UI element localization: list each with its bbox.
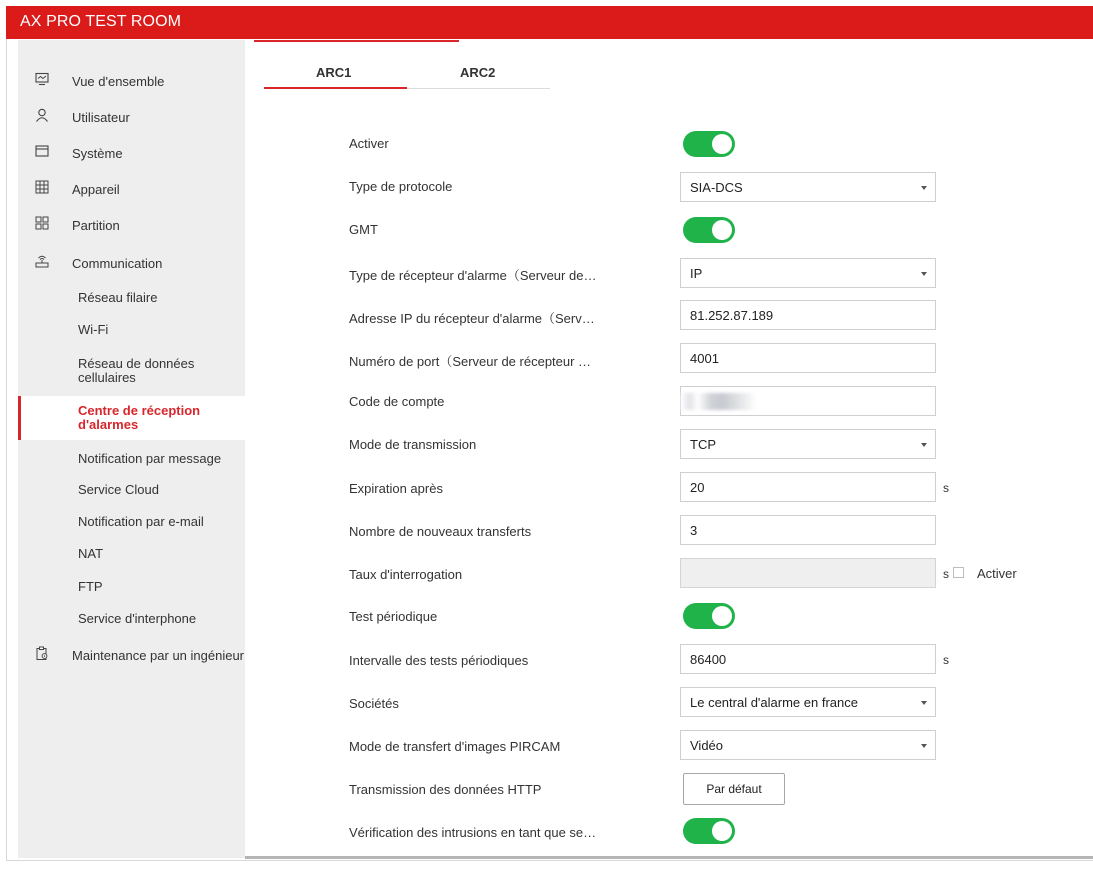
receiver-type-label: Type de récepteur d'alarme（Serveur de…: [349, 268, 597, 283]
sidebar-item-system[interactable]: [18, 141, 245, 165]
toggle-knob: [712, 134, 732, 154]
periodic-test-toggle[interactable]: [683, 603, 735, 629]
toggle-knob: [712, 821, 732, 841]
input-value: 4001: [690, 351, 719, 366]
window-icon: [33, 144, 51, 162]
polling-enable-label: Activer: [977, 566, 1017, 581]
gmt-label: GMT: [349, 222, 378, 237]
periodic-test-label: Test périodique: [349, 609, 438, 624]
sidebar-subitem-label: Service d'interphone: [78, 611, 197, 626]
frame-border-left: [6, 39, 7, 861]
port-label: Numéro de port（Serveur de récepteur …: [349, 354, 592, 369]
sidebar-item-label: Utilisateur: [72, 110, 130, 125]
sidebar-item-partition[interactable]: [18, 213, 245, 237]
select-value: TCP: [690, 437, 716, 452]
timeout-unit: s: [943, 481, 949, 495]
header-accent-line: [254, 40, 459, 42]
sidebar-subitem-alarm-receiving-center[interactable]: [18, 396, 245, 440]
transmission-mode-label: Mode de transmission: [349, 437, 477, 452]
polling-rate-label: Taux d'interrogation: [349, 567, 463, 582]
sidebar-subitem-ftp[interactable]: [18, 580, 245, 596]
app-header: [6, 6, 1093, 39]
sidebar-subitem-label: Service Cloud: [78, 482, 159, 497]
partition-icon: [33, 216, 51, 234]
default-button[interactable]: Par défaut: [683, 773, 785, 805]
sidebar-subitem-cellular[interactable]: [18, 357, 245, 387]
account-code-label: Code de compte: [349, 394, 445, 409]
pircam-mode-select[interactable]: [680, 730, 936, 760]
tab-arc1[interactable]: ARC1: [316, 65, 352, 80]
receiver-type-select[interactable]: [680, 258, 936, 288]
timeout-input[interactable]: [680, 472, 936, 502]
retry-count-input[interactable]: [680, 515, 936, 545]
sidebar-subitem-label: Notification par e-mail: [78, 514, 204, 529]
sidebar-subitem-label: Centre de réception d'alarmes: [78, 403, 201, 432]
periodic-interval-label: Intervalle des tests périodiques: [349, 653, 529, 668]
enable-toggle[interactable]: [683, 131, 735, 157]
toggle-knob: [712, 220, 732, 240]
pircam-mode-label: Mode de transfert d'images PIRCAM: [349, 739, 561, 754]
sidebar-subitem-label: NAT: [78, 546, 104, 561]
sidebar-subitem-label: FTP: [78, 579, 103, 594]
companies-label: Sociétés: [349, 696, 399, 711]
intrusion-verification-toggle[interactable]: [683, 818, 735, 844]
router-icon: [33, 254, 51, 272]
chevron-down-icon: [921, 186, 927, 190]
sidebar-subitem-label: Réseau de données cellulaires: [78, 356, 195, 385]
receiver-ip-input[interactable]: [680, 300, 936, 330]
select-value: Vidéo: [690, 738, 724, 753]
port-input[interactable]: [680, 343, 936, 373]
periodic-interval-unit: s: [943, 653, 949, 667]
sidebar-item-communication[interactable]: [18, 251, 245, 275]
protocol-type-label: Type de protocole: [349, 179, 453, 194]
select-value: SIA-DCS: [690, 180, 743, 195]
polling-enable-checkbox[interactable]: [953, 567, 964, 578]
http-transmission-label: Transmission des données HTTP: [349, 782, 542, 797]
input-value: 81.252.87.189: [690, 308, 774, 323]
receiver-ip-label: Adresse IP du récepteur d'alarme（Serv…: [349, 311, 595, 326]
sidebar-item-label: Vue d'ensemble: [72, 74, 165, 89]
frame-border-bottom: [6, 860, 1093, 861]
chevron-down-icon: [921, 272, 927, 276]
sidebar-item-overview[interactable]: [18, 69, 245, 93]
sidebar-item-maintenance[interactable]: [18, 643, 245, 667]
sidebar-subitem-wired-network[interactable]: [18, 291, 245, 307]
sidebar-item-label: Appareil: [72, 182, 120, 197]
tab-active-indicator: [264, 87, 407, 89]
app-title: AX PRO TEST ROOM: [20, 13, 182, 30]
polling-rate-input: [680, 558, 936, 588]
sidebar-subitem-label: Notification par message: [78, 451, 222, 466]
device-grid-icon: [33, 180, 51, 198]
sidebar-subitem-email-notification[interactable]: [18, 515, 245, 531]
transmission-mode-select[interactable]: [680, 429, 936, 459]
monitor-icon: [33, 72, 51, 90]
sidebar: [18, 40, 245, 858]
gmt-toggle[interactable]: [683, 217, 735, 243]
protocol-type-select[interactable]: [680, 172, 936, 202]
account-code-input[interactable]: [680, 386, 936, 416]
chevron-down-icon: [921, 701, 927, 705]
chevron-down-icon: [921, 443, 927, 447]
periodic-interval-input[interactable]: [680, 644, 936, 674]
redacted-value: [681, 393, 756, 410]
sidebar-item-label: Communication: [72, 256, 163, 271]
sidebar-item-label: Maintenance par un ingénieur: [72, 648, 245, 663]
toggle-knob: [712, 606, 732, 626]
companies-select[interactable]: [680, 687, 936, 717]
sidebar-subitem-label: Réseau filaire: [78, 290, 158, 305]
select-value: IP: [690, 266, 703, 281]
sidebar-subitem-nat[interactable]: [18, 547, 245, 563]
sidebar-subitem-wifi[interactable]: [18, 323, 245, 339]
input-value: 20: [690, 480, 705, 495]
chevron-down-icon: [921, 744, 927, 748]
intrusion-verification-label: Vérification des intrusions en tant que se…: [349, 825, 597, 840]
tab-arc2[interactable]: ARC2: [460, 65, 496, 80]
select-value: Le central d'alarme en france: [690, 695, 858, 710]
input-value: 86400: [690, 652, 727, 667]
enable-label: Activer: [349, 136, 389, 151]
input-value: 3: [690, 523, 698, 538]
sidebar-subitem-intercom-service[interactable]: [18, 612, 245, 628]
sidebar-item-label: Partition: [72, 218, 120, 233]
sidebar-item-label: Système: [72, 146, 123, 161]
horizontal-scrollbar[interactable]: [245, 856, 1093, 859]
sidebar-subitem-message-notification[interactable]: [18, 452, 245, 468]
timeout-label: Expiration après: [349, 481, 443, 496]
polling-rate-unit: s: [943, 567, 949, 581]
retry-count-label: Nombre de nouveaux transferts: [349, 524, 532, 539]
sidebar-item-device[interactable]: [18, 177, 245, 201]
sidebar-subitem-cloud-service[interactable]: [18, 483, 245, 499]
maintenance-icon: [33, 646, 51, 664]
sidebar-item-user[interactable]: [18, 105, 245, 129]
user-icon: [33, 108, 51, 126]
sidebar-subitem-label: Wi-Fi: [78, 322, 109, 337]
